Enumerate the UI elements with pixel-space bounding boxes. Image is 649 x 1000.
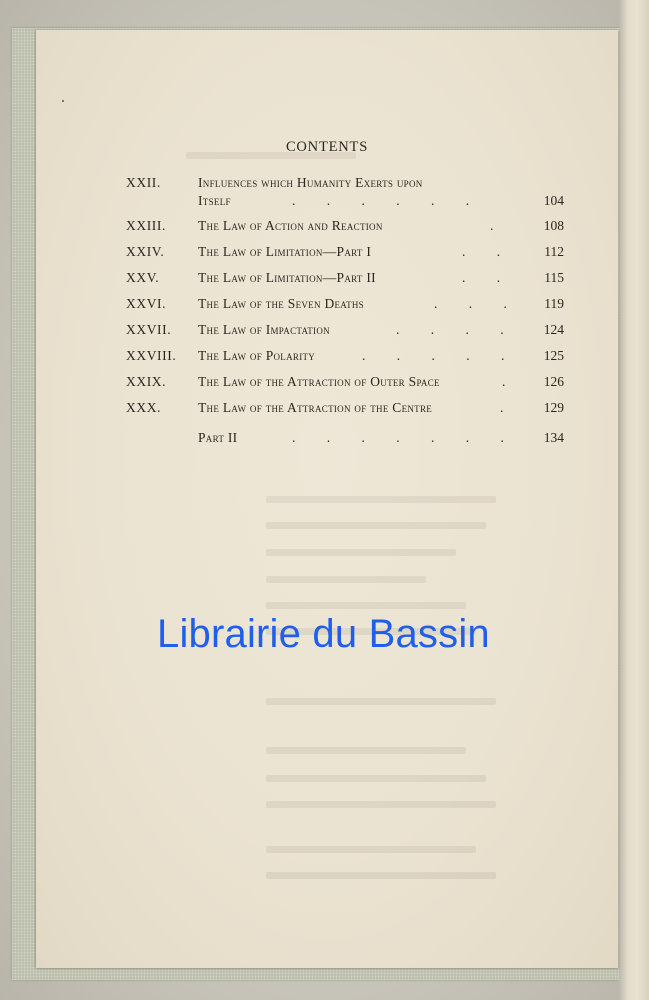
leader-dots: . . [462, 270, 515, 285]
leader-dots: . [500, 400, 518, 415]
book-page [36, 30, 618, 968]
leader-dots: . . [462, 244, 515, 259]
chapter-title-continued: Itself [198, 193, 231, 208]
chapter-title: The Law of Limitation—Part II [198, 270, 376, 285]
toc-entry [36, 348, 618, 368]
chapter-title: The Law of Impactation [198, 322, 330, 337]
watermark: Librairie du Bassin [157, 612, 490, 656]
chapter-title: Influences which Humanity Exerts upon [198, 175, 423, 190]
chapter-number: XXV. [126, 270, 160, 285]
leader-dots: . . . . [396, 322, 518, 337]
page-edges [619, 0, 649, 1000]
leader-dots: . . . . . . . [292, 430, 518, 445]
page-number: 134 [543, 430, 564, 445]
page-number: 104 [543, 193, 564, 208]
chapter-title: The Law of the Attraction of Outer Space [198, 374, 440, 389]
chapter-title: The Law of Limitation—Part I [198, 244, 372, 259]
toc-entry [36, 374, 618, 394]
chapter-number: XXIII. [126, 218, 166, 233]
contents-heading: CONTENTS [285, 139, 369, 155]
leader-dots: . . . [434, 296, 521, 311]
page-number: 125 [543, 348, 564, 363]
chapter-number: XXIX. [126, 374, 167, 389]
page-number: 124 [543, 322, 564, 337]
chapter-title: The Law of Polarity [198, 348, 316, 363]
leader-dots: . [502, 374, 520, 389]
leader-dots: . . . . . . [292, 193, 484, 208]
leader-dots: . . . . . [362, 348, 519, 363]
show-through-text [36, 30, 618, 968]
leader-dots: . [490, 218, 508, 233]
toc-entry [36, 244, 618, 264]
toc-entry-continued [36, 193, 618, 213]
chapter-number: XXII. [126, 175, 161, 190]
toc-entry [36, 400, 618, 420]
page-number: 115 [544, 270, 564, 285]
chapter-number: XXVII. [126, 322, 172, 337]
page-speck [62, 100, 64, 102]
chapter-number: XXVI. [126, 296, 167, 311]
chapter-title: The Law of the Attraction of the Centre [198, 400, 433, 415]
toc-entry [36, 296, 618, 316]
page-number: 126 [543, 374, 564, 389]
page-number: 119 [544, 296, 564, 311]
toc-entry [36, 270, 618, 290]
toc-entry [36, 430, 618, 450]
chapter-number: XXVIII. [126, 348, 177, 363]
page-number: 129 [543, 400, 564, 415]
chapter-title: The Law of Action and Reaction [198, 218, 383, 233]
page-number: 108 [543, 218, 564, 233]
toc-entry [36, 218, 618, 238]
toc-entry [36, 322, 618, 342]
chapter-number: XXX. [126, 400, 162, 415]
toc-entry [36, 175, 618, 195]
chapter-number: XXIV. [126, 244, 165, 259]
part-title: Part II [198, 430, 238, 445]
page-number: 112 [544, 244, 564, 259]
chapter-title: The Law of the Seven Deaths [198, 296, 364, 311]
